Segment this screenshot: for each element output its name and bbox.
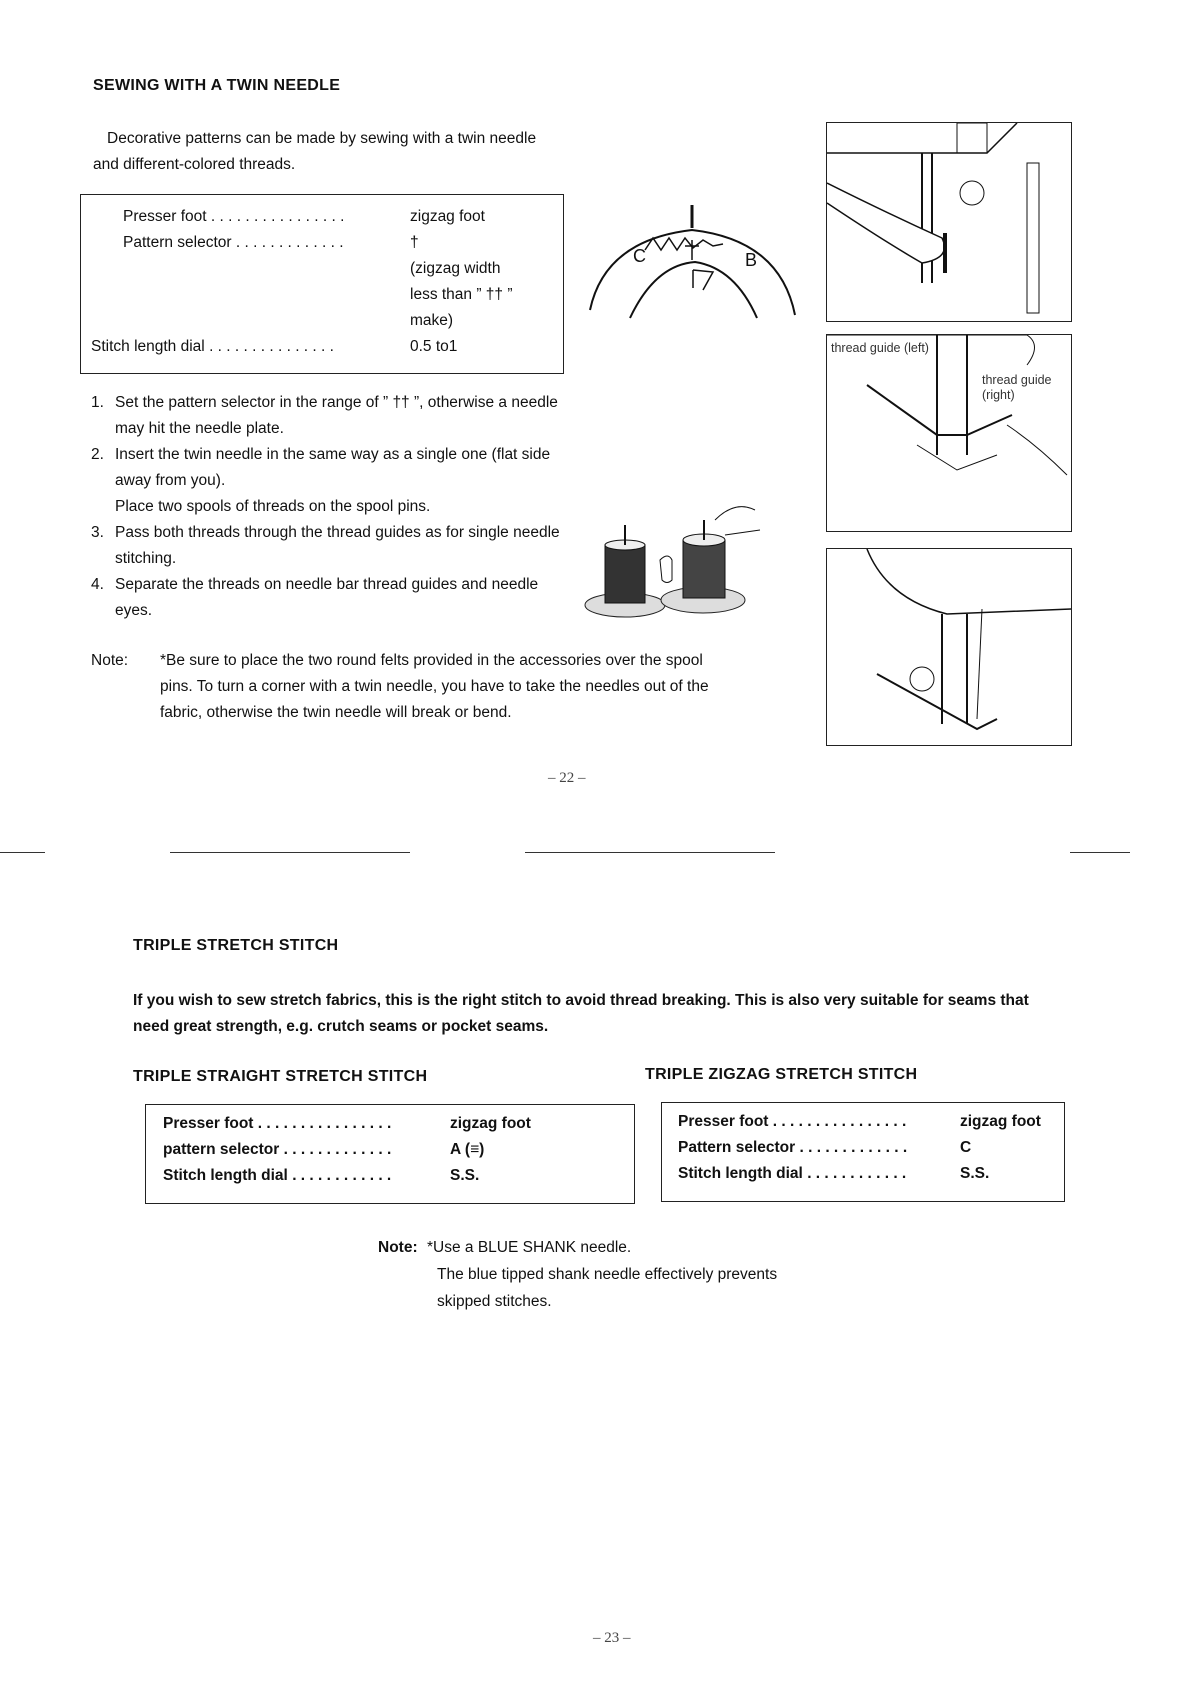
setting-value: A (≡): [450, 1141, 485, 1158]
step-item: [91, 494, 561, 520]
setting-value: zigzag foot: [450, 1115, 531, 1132]
title-zigzag-stretch: TRIPLE ZIGZAG STRETCH STITCH: [645, 1066, 918, 1083]
intro-paragraph: Decorative patterns can be made by sewing with a twin needle and different-colored threads.: [93, 130, 537, 173]
settings-row: [678, 1139, 972, 1157]
step-text: Place two spools of threads on the spool pins.: [115, 498, 431, 515]
note-text-top: *Be sure to place the two round felts provided in the accessories over the spool pins. To turn a corner with a twin needle, you have to take the needles out of the fabric, otherwise the twin needle will break or bend.: [160, 652, 709, 721]
setting-label: Pattern selector: [123, 234, 232, 251]
spool-svg: [585, 500, 760, 630]
setting-value: 0.5 to1: [410, 338, 458, 355]
setting-dots: . . . . . . . . . . . .: [292, 1167, 392, 1184]
note-label-top: Note:: [91, 652, 129, 669]
step-item: [91, 390, 561, 442]
settings-row: [678, 1165, 990, 1183]
setting-label: Stitch length dial: [678, 1165, 803, 1182]
figure-twin-needle-insert: [826, 122, 1072, 322]
label-thread-guide-right: thread guide (right): [982, 373, 1070, 403]
setting-label: Pattern selector: [678, 1139, 796, 1156]
figure-thread-guides: [826, 334, 1072, 532]
settings-row: [91, 338, 458, 356]
figure2-svg: [827, 335, 1071, 531]
setting-label: Presser foot: [678, 1113, 769, 1130]
settings-row: [123, 312, 454, 330]
dial-svg: [585, 200, 800, 320]
settings-row: [123, 208, 485, 226]
title-straight-stretch: TRIPLE STRAIGHT STRETCH STITCH: [133, 1068, 428, 1085]
setting-dots: . . . . . . . . . . . . .: [235, 234, 344, 251]
setting-value: †: [410, 234, 419, 251]
section-title-twin-needle: SEWING WITH A TWIN NEEDLE: [93, 77, 341, 94]
step-number: 4.: [91, 576, 104, 593]
setting-value: S.S.: [960, 1165, 990, 1182]
step-item: [91, 520, 561, 572]
step-text: Pass both threads through the thread guides as for single needle stitching.: [115, 524, 560, 567]
settings-row: [123, 234, 419, 252]
page-number-22: – 22 –: [548, 770, 586, 786]
page-separator: [0, 852, 1190, 854]
setting-label: Stitch length dial: [91, 338, 205, 355]
note-line1-bottom: *Use a BLUE SHANK needle.: [427, 1239, 632, 1256]
label-thread-guide-left: thread guide (left): [831, 341, 931, 356]
step-text: Separate the threads on needle bar thread guides and needle eyes.: [115, 576, 539, 619]
setting-value: make): [410, 312, 454, 329]
steps-list: [91, 390, 561, 624]
settings-row: [678, 1113, 1041, 1131]
setting-value: S.S.: [450, 1167, 480, 1184]
page-number-23: – 23 –: [593, 1630, 631, 1646]
setting-label: Stitch length dial: [163, 1167, 288, 1184]
note-line2-bottom: The blue tipped shank needle effectively prevents: [437, 1266, 778, 1283]
step-text: Insert the twin needle in the same way as a single one (flat side away from you).: [115, 446, 551, 489]
setting-dots: . . . . . . . . . . . .: [807, 1165, 907, 1182]
setting-label: pattern selector: [163, 1141, 280, 1158]
setting-value: less than ” †† ”: [410, 286, 513, 303]
settings-row: [123, 286, 513, 304]
step-text: Set the pattern selector in the range of ” †† ”, otherwise a needle may hit the needle plate.: [115, 394, 558, 437]
setting-dots: . . . . . . . . . . . . . . . .: [210, 208, 345, 225]
setting-dots: . . . . . . . . . . . . . . . .: [257, 1115, 392, 1132]
setting-dots: . . . . . . . . . . . . . . .: [209, 338, 334, 355]
settings-row: [163, 1167, 480, 1185]
step-number: 2.: [91, 446, 104, 463]
setting-label: Presser foot: [163, 1115, 254, 1132]
note-line3-bottom: skipped stitches.: [437, 1293, 552, 1310]
section-title-triple-stretch: TRIPLE STRETCH STITCH: [133, 937, 339, 954]
pattern-dial-diagram: [585, 200, 800, 320]
step-number: 3.: [91, 524, 104, 541]
setting-dots: . . . . . . . . . . . . .: [799, 1139, 908, 1156]
setting-value: zigzag foot: [960, 1113, 1041, 1130]
step-item: [91, 572, 561, 624]
dial-letter-b: B: [745, 250, 758, 270]
setting-dots: . . . . . . . . . . . . . . . .: [772, 1113, 907, 1130]
setting-value: (zigzag width: [410, 260, 501, 277]
intro-triple-stretch: If you wish to sew stretch fabrics, this is the right stitch to avoid thread breaking. This is also very suitable for seams that need great strength, e.g. crutch seams or pocket seams.: [133, 992, 1029, 1035]
setting-label: Presser foot: [123, 208, 207, 225]
setting-value: C: [960, 1139, 972, 1156]
settings-row: [163, 1141, 485, 1159]
setting-dots: . . . . . . . . . . . . .: [283, 1141, 392, 1158]
figure1-svg: [827, 123, 1071, 321]
spool-illustration: [585, 500, 760, 630]
step-number: 1.: [91, 394, 104, 411]
step-item: [91, 442, 561, 494]
settings-row: [163, 1115, 531, 1133]
setting-value: zigzag foot: [410, 208, 485, 225]
figure-separate-threads: [826, 548, 1072, 746]
dial-letter-c: C: [633, 246, 646, 266]
note-label-bottom: Note:: [378, 1239, 418, 1256]
figure3-svg: [827, 549, 1071, 745]
settings-row: [123, 260, 501, 278]
